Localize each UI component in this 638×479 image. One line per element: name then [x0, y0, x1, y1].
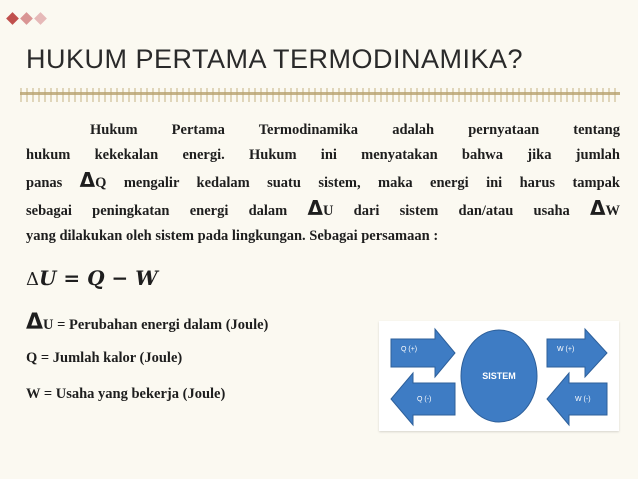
delta-symbol: Δ	[307, 196, 323, 220]
decoration-diamond	[20, 12, 33, 25]
title-underline-texture	[20, 88, 620, 102]
delta-symbol: Δ	[26, 310, 44, 335]
delta-symbol: Δ	[590, 196, 606, 220]
paragraph-line	[26, 196, 620, 224]
arrow-label: W (+)	[557, 346, 575, 353]
system-node	[461, 330, 537, 422]
system-label: SISTEM	[482, 371, 516, 381]
system-energy-diagram	[379, 321, 619, 431]
equation-text: U = Q − W	[39, 266, 158, 290]
arrow-label: Q (+)	[401, 346, 418, 353]
decoration-diamond	[6, 12, 19, 25]
paragraph-line	[26, 168, 620, 196]
decoration-diamond	[34, 12, 47, 25]
diagram-svg	[379, 321, 619, 431]
slide-title: HUKUM PERTAMA TERMODINAMIKA?	[26, 44, 524, 74]
definition-text: U = Perubahan energi dalam (Joule)	[43, 317, 269, 333]
paragraph-line: yang dilakukan oleh sistem pada lingkungan. Sebagai persamaan :	[26, 228, 439, 244]
arrow-right-icon	[547, 329, 607, 377]
paragraph-text: W	[605, 203, 620, 219]
definition-delta-u	[26, 310, 268, 335]
paragraph-line: Hukum Pertama Termodinamika adalah pernyataan tentang	[90, 122, 620, 138]
definition-w: W = Usaha yang bekerja (Joule)	[26, 386, 226, 402]
delta-symbol: Δ	[79, 168, 96, 192]
heat-in-arrow	[391, 329, 455, 377]
paragraph-text: sebagai peningkatan energi dalam	[26, 203, 308, 219]
arrow-right-icon	[391, 329, 455, 377]
paragraph-text: Q mengalir kedalam suatu sistem, maka energi ini harus tampak	[95, 175, 620, 191]
delta-symbol: Δ	[26, 269, 39, 290]
paragraph-text: U dari sistem dan/atau usaha	[322, 203, 591, 219]
title-underline	[20, 92, 620, 95]
arrow-label: Q (-)	[417, 396, 432, 403]
work-in-arrow	[547, 373, 607, 425]
first-law-equation	[26, 266, 158, 290]
paragraph-text: panas	[26, 175, 80, 191]
paragraph-line: hukum kekekalan energi. Hukum ini menyatakan bahwa jika jumlah	[26, 147, 620, 163]
work-out-arrow	[547, 329, 607, 377]
definition-paragraph	[26, 118, 620, 249]
arrow-label: W (-)	[575, 396, 591, 403]
definition-q: Q = Jumlah kalor (Joule)	[26, 350, 183, 366]
heat-out-arrow	[391, 373, 455, 425]
